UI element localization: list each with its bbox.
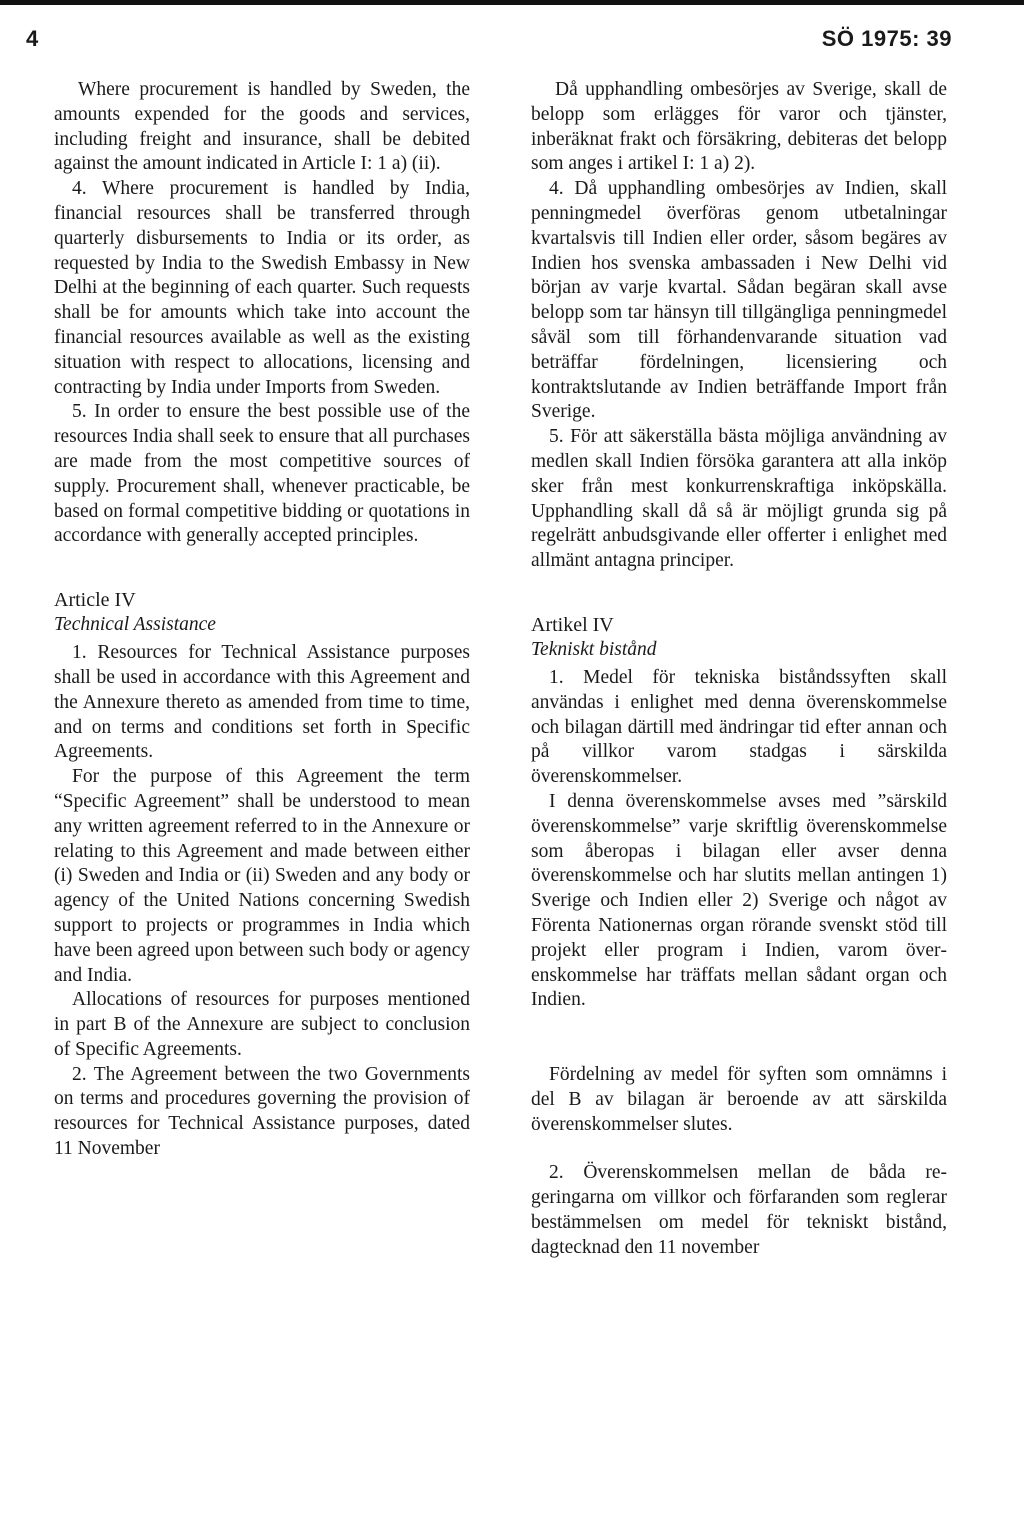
- top-rule: [0, 0, 1024, 5]
- spacer: [531, 1013, 947, 1063]
- page-number: 4: [26, 26, 39, 51]
- swedish-paragraph-iv-1: 1. Medel för tekniska biståndssyften skall användas i enlighet med denna överenskommelse och bilagan därtill med ändringar tid efter annan och på villkor varom stadgas i särskilda överenskommelser.: [531, 666, 947, 788]
- spacer: [531, 574, 947, 612]
- swedish-article-heading: Artikel IV: [531, 613, 614, 636]
- english-paragraph-5: 5. In order to ensure the best possible use of the resources India shall seek to ensure that all purchases are made from the most competitive sources of supply. Procurement shall, whenever practicable, be based on formal competitive bidding or quotations in accordance with generally accepted principles.: [54, 401, 470, 547]
- swedish-paragraph-5: 5. För att säkerställa bästa möjliga användning av medlen skall Indien försöka garantera att alla inköp sker från mest konkurrenskraftiga inköpskälla. Upphandling skall då så är möjligt grunda sig på regelrätt anbudsgivande eller offerter i enlighet med allmänt antagna principer.: [531, 426, 947, 572]
- swedish-paragraph-allocations: Fördelning av medel för syften som omnämns i del B av bilagan är beroende av att särskilda överenskommelser slutes.: [531, 1064, 947, 1135]
- english-column: [54, 78, 470, 1162]
- english-paragraph-specific-agreement: For the purpose of this Agreement the term “Specific Agreement” shall be understood to mean any written agreement referred to in the Annexure or relating to this Agreement and made between either (i) Sweden and India or (ii) Sweden and any body or agency of the United Nations concerning Swedish support to projects or programmes in India which have been agreed upon between such body or agency and India.: [54, 766, 470, 986]
- english-paragraph-allocations: Allocations of resources for purposes mentioned in part B of the Annexure are subject to conclusion of Specific Agreements.: [54, 989, 470, 1060]
- english-paragraph-procurement-sweden: Where procurement is handled by Sweden, the amounts expended for the goods and services, including freight and insurance, shall be debited against the amount indicated in Article I: 1 a) (ii).: [54, 79, 470, 175]
- swedish-column: [531, 78, 947, 1261]
- english-paragraph-4: 4. Where procurement is handled by India, financial resources shall be transferred through quarterly disbursements to India or its order, as requested by India to the Swedish Embassy in New Delhi at the beginning of each quarter. Such requests shall be for amounts which take into account the financial resources available as well as the existing situation with respect to allocations, licensing and contracting by India under Imports from Sweden.: [54, 178, 470, 398]
- spacer: [531, 1137, 947, 1161]
- swedish-paragraph-4: 4. Då upphandling ombesörjes av Indien, skall penningmedel överföras genom utbetalningar kvartalsvis till Indien eller order, såsom begäres av Indien hos svenska ambassaden i New Delhi vid början av varje kvartal. Sådan begäran skall avse belopp som tar hänsyn till tillgängliga penningmedel såväl som till förhandenvarande situation vad beträffar fördelningen, licensiering och kontraktslutande av Indien beträffande Import från Sverige.: [531, 178, 947, 423]
- english-article-heading: Article IV: [54, 589, 136, 612]
- swedish-article-subheading: Tekniskt bistånd: [531, 638, 657, 660]
- swedish-paragraph-iv-2: 2. Överenskommelsen mellan de båda regeringarna om villkor och förfaranden som reglerar bestämmelsen om medel för tekniskt bistånd, dagtecknad den 11 november: [531, 1162, 947, 1258]
- english-paragraph-iv-1: 1. Resources for Technical Assistance purposes shall be used in accordance with this Agreement and the Annexure thereto as amended from time to time, and on terms and conditions set forth in Specific Agreements.: [54, 642, 470, 763]
- swedish-paragraph-specific-agreement: I denna överenskommelse avses med ”särskild överenskommelse” varje skriftlig överenskommelse som åberopas i bilagan eller avser denna överenskommelse och har slutits mellan antingen 1) Sverige och Indien eller 2) Sverige och något av Förenta Nationernas organ rörande svenskt stöd till projekt eller program i Indien, varom överenskommelse har träffats mellan sådant organ och Indien.: [531, 790, 947, 1011]
- english-article-subheading: Technical Assistance: [54, 614, 216, 636]
- swedish-paragraph-procurement-sweden: Då upphandling ombesörjes av Sverige, skall de belopp som erlägges för varor och tjänster, inberäknat frakt och försäkring, debiteras det belopp som anges i artikel I: 1 a) 2).: [531, 79, 947, 175]
- document-reference: SÖ 1975: 39: [821, 26, 952, 51]
- spacer: [54, 549, 470, 587]
- english-paragraph-iv-2: 2. The Agreement between the two Governments on terms and procedures governing the provision of resources for Technical Assistance purposes, dated 11 November: [54, 1063, 470, 1160]
